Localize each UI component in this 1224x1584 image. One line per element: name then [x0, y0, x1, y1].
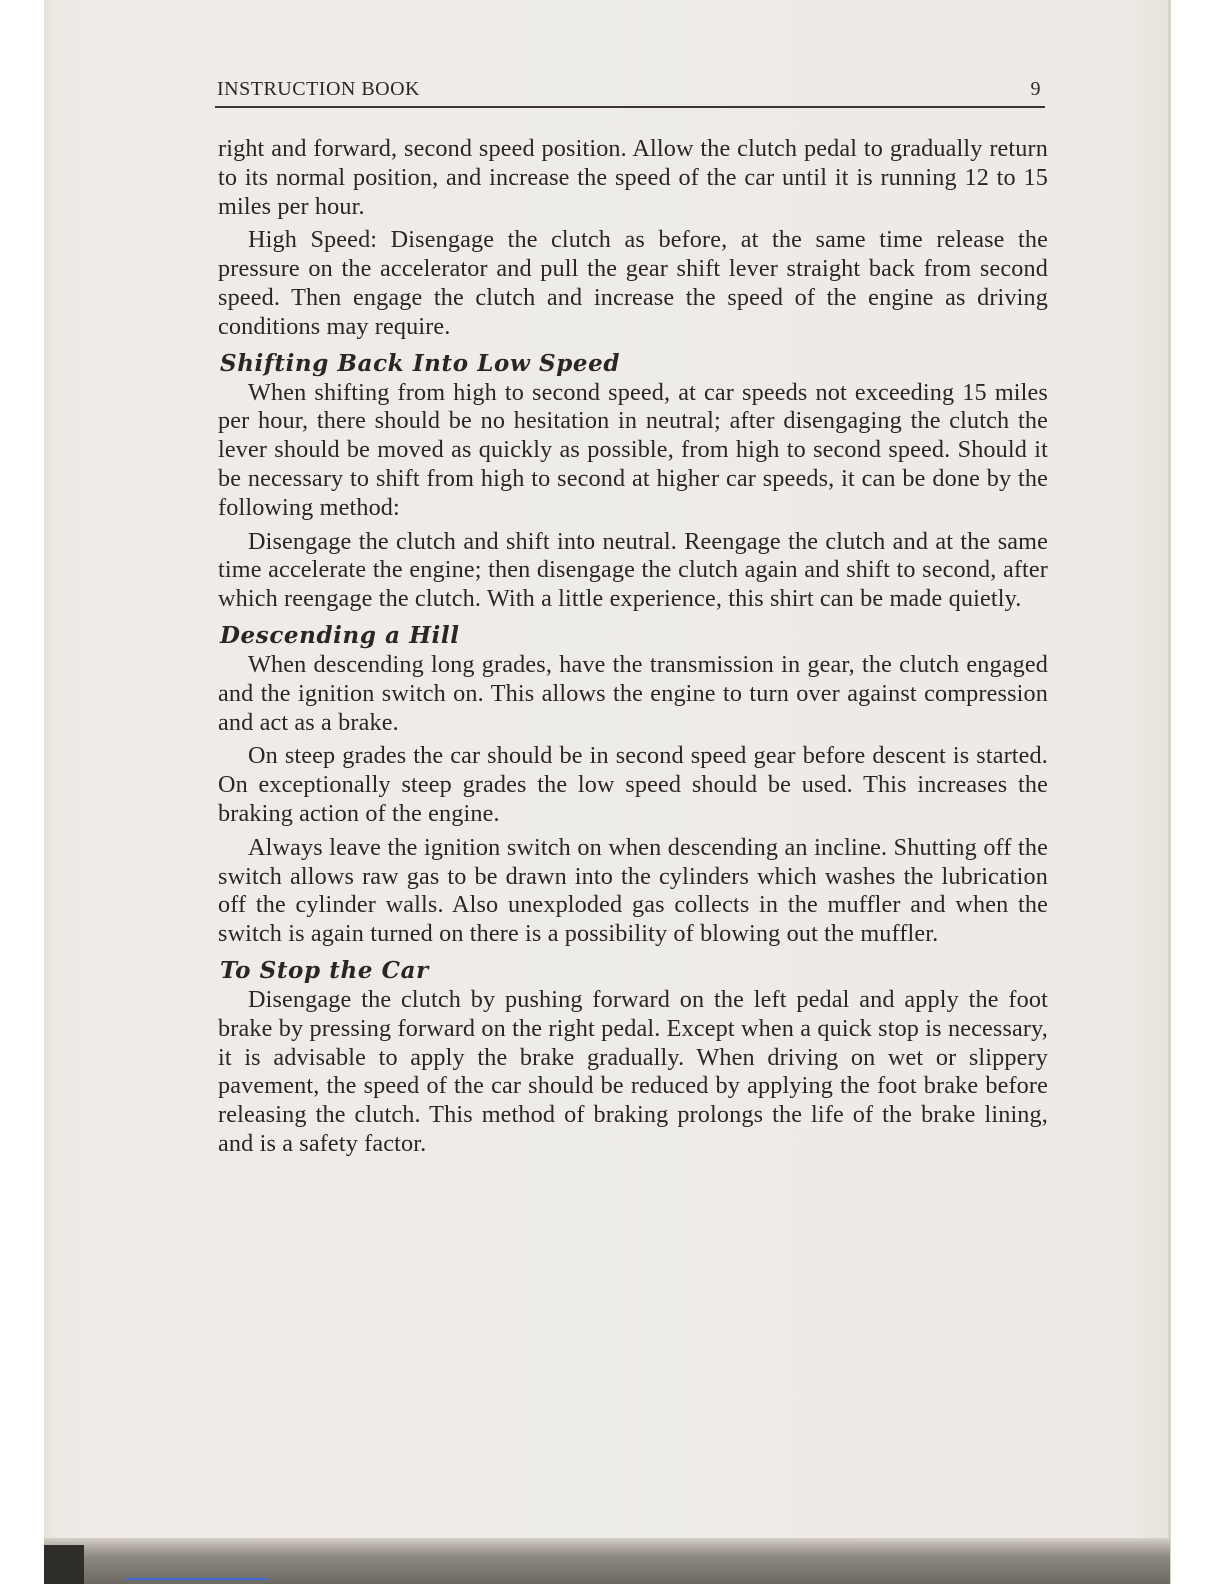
- paragraph: right and forward, second speed position. Allow the clutch pedal to gradually return to its normal position, and increase the speed of the car until it is running 12 to 15 miles per hour.: [218, 135, 1048, 220]
- paragraph: When shifting from high to second speed, at car speeds not exceeding 15 miles per hour, there should be no hesitation in neutral; after disengaging the clutch the lever should be moved as quickly as possible, from high to second speed. Should it be necessary to shift from high to second at higher car speeds, it can be done by the following method:: [218, 378, 1048, 521]
- section-heading: Shifting Back Into Low Speed: [220, 349, 621, 377]
- paragraph: High Speed: Disengage the clutch as before, at the same time release the pressure on the accelerator and pull the gear shift lever straight back from second speed. Then engage the clutch and increase the speed of the engine as driving conditions may require.: [218, 226, 1048, 340]
- paragraph: Disengage the clutch and shift into neutral. Reengage the clutch and at the same time accelerate the engine; then disengage the clutch again and shift to second, after which reengage the clutch. With a little experience, this shirt can be made quietly.: [218, 527, 1048, 613]
- paragraph: Always leave the ignition switch on when descending an incline. Shutting off the switch allows raw gas to be drawn into the cylinders which washes the lubrication off the cylinder walls. Also unexploded gas collects in the muffler and when the switch is again turned on there is a possibility of blowing out the muffler.: [218, 833, 1048, 948]
- scan-artifact-line: [126, 1578, 268, 1580]
- paragraph: On steep grades the car should be in second speed gear before descent is started. On exceptionally steep grades the low speed should be used. This increases the braking action of the engine.: [218, 742, 1048, 827]
- paragraph: Disengage the clutch by pushing forward on the left pedal and apply the foot brake by pressing forward on the right pedal. Except when a quick stop is necessary, it is advisable to apply the brake gradually. When driving on wet or slippery pavement, the speed of the car should be reduced by applying the foot brake before releasing the clutch. This method of braking prolongs the life of the brake lining, and is a safety factor.: [218, 985, 1048, 1157]
- section-heading: To Stop the Car: [220, 956, 429, 984]
- running-header-title: INSTRUCTION BOOK: [217, 78, 420, 100]
- page-right-edge: [1168, 0, 1171, 1584]
- running-header: [215, 78, 1045, 108]
- page-number: 9: [1030, 78, 1041, 100]
- page-corner-shadow: [44, 1545, 84, 1584]
- section-heading: Descending a Hill: [220, 621, 460, 649]
- page-body: [218, 135, 1048, 1159]
- paragraph: When descending long grades, have the transmission in gear, the clutch engaged and the ignition switch on. This allows the engine to turn over against compression and act as a brake.: [218, 650, 1048, 736]
